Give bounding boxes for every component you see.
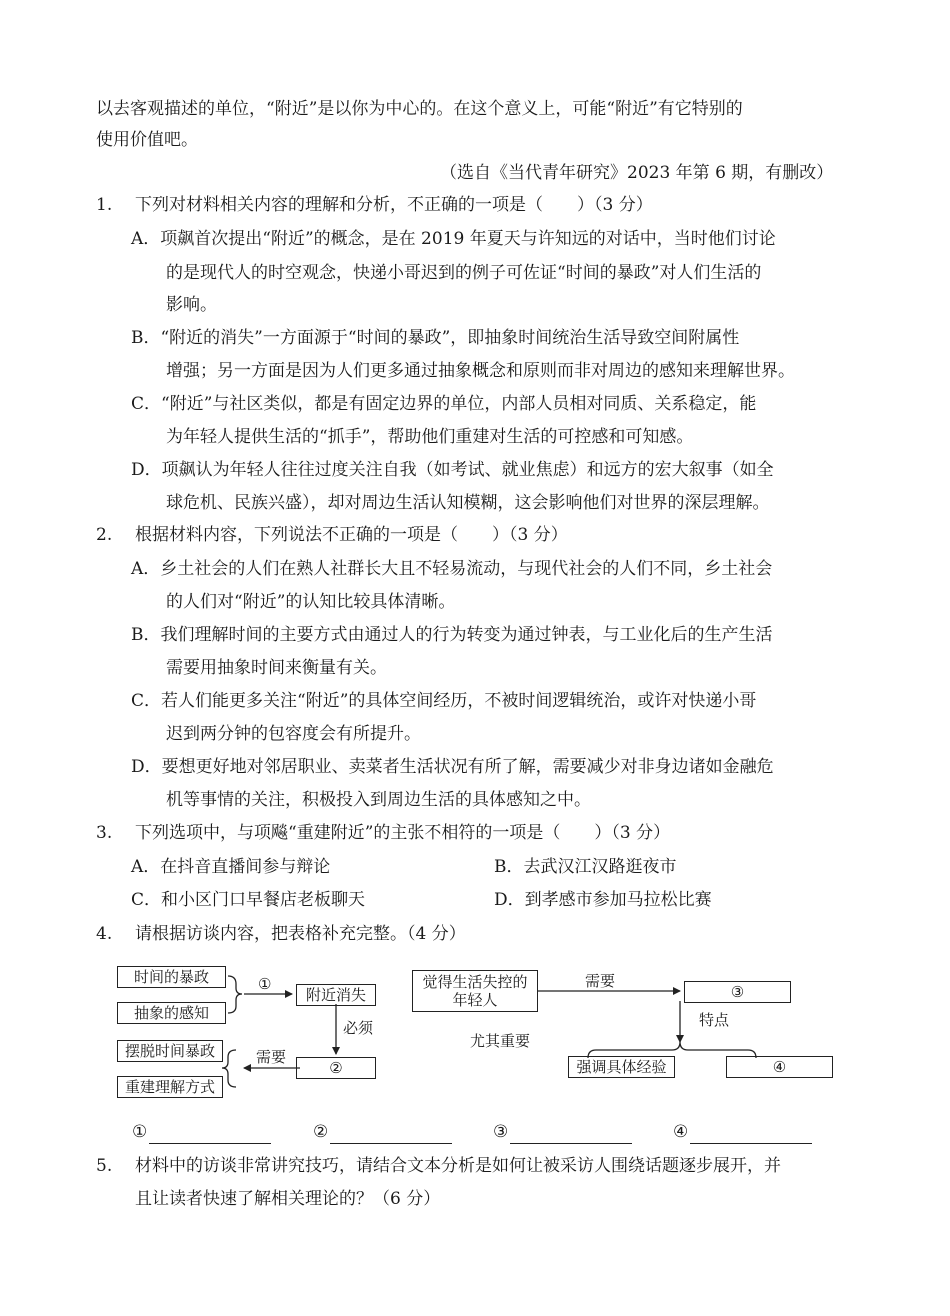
must-label: 必须 — [343, 1019, 374, 1037]
q1-option-a: A．项飙首次提出“附近”的概念，是在 2019 年夏天与许知远的对话中，当时他们讨论 — [131, 229, 776, 249]
answer-blank-2[interactable] — [313, 1120, 452, 1144]
box-rebuild-understanding: 重建理解方式 — [117, 1076, 223, 1098]
box-vicinity-vanish: 附近消失 — [296, 984, 376, 1006]
q4-stem: 请根据访谈内容，把表格补充完整。（4 分） — [135, 924, 466, 944]
q1-option-b: B．“附近的消失”一方面源于“时间的暴政”，即抽象时间统治生活导致空间附属性 — [131, 328, 740, 348]
q3-option-a: A．在抖音直播间参与辩论 — [131, 857, 331, 877]
q5-line-2: 且让读者快速了解相关理论的？（6 分） — [135, 1189, 441, 1209]
answer-blank-3-line[interactable] — [510, 1125, 632, 1144]
box-time-tyranny: 时间的暴政 — [117, 966, 226, 988]
q2-stem: 根据材料内容，下列说法不正确的一项是（ ）（3 分） — [135, 525, 568, 545]
answer-blank-2-label: ② — [313, 1122, 329, 1142]
box-youth-line1: 觉得生活失控的 — [422, 973, 528, 991]
q2-option-a: A．乡土社会的人们在熟人社群长大且不轻易流动，与现代社会的人们不同，乡土社会 — [131, 559, 773, 579]
q3-option-b: B．去武汉江汉路逛夜市 — [494, 857, 677, 877]
box-answer-4: ④ — [726, 1056, 833, 1078]
source-citation: （选自《当代青年研究》2023 年第 6 期，有删改） — [440, 163, 834, 183]
q3-option-c: C．和小区门口早餐店老板聊天 — [131, 890, 366, 910]
q1-stem: 下列对材料相关内容的理解和分析，不正确的一项是（ ）（3 分） — [135, 195, 653, 215]
q5-number: 5. — [96, 1156, 113, 1176]
q1-number: 1. — [96, 195, 113, 215]
q5-line-1: 材料中的访谈非常讲究技巧，请结合文本分析是如何让被采访人围绕话题逐步展开，并 — [135, 1156, 781, 1176]
q1-option-d: D．项飙认为年轻人往往过度关注自我（如考试、就业焦虑）和远方的宏大叙事（如全 — [131, 460, 774, 480]
especially-important-label: 尤其重要 — [470, 1032, 531, 1050]
answer-blank-2-line[interactable] — [330, 1125, 452, 1144]
q4-number: 4. — [96, 924, 113, 944]
answer-blank-1-label: ① — [132, 1122, 148, 1142]
answer-blank-3[interactable] — [493, 1120, 632, 1144]
q1-option-a-cont: 的是现代人的时空观念，快递小哥迟到的例子可佐证“时间的暴政”对人们生活的 — [166, 263, 762, 283]
box-youth — [412, 970, 538, 1012]
q1-option-c-cont: 为年轻人提供生活的“抓手”，帮助他们重建对生活的可控感和可知感。 — [166, 427, 694, 447]
q1-option-a-cont2: 影响。 — [166, 295, 217, 315]
answer-blank-1[interactable] — [132, 1120, 271, 1144]
circle-1-label: ① — [258, 975, 272, 993]
q2-option-d: D．要想更好地对邻居职业、卖菜者生活状况有所了解，需要减少对非身边诸如金融危 — [131, 757, 774, 777]
answer-blank-4-line[interactable] — [690, 1125, 812, 1144]
feature-label: 特点 — [699, 1011, 730, 1029]
q1-option-c: C．“附近”与社区类似，都是有固定边界的单位，内部人员相对同质、关系稳定，能 — [131, 394, 757, 414]
answer-blank-3-label: ③ — [493, 1122, 509, 1142]
need-right-label: 需要 — [585, 972, 616, 990]
box-emphasize-experience: 强调具体经验 — [568, 1056, 675, 1078]
box-abstract-perception: 抽象的感知 — [117, 1002, 226, 1024]
q1-option-b-cont: 增强；另一方面是因为人们更多通过抽象概念和原则而非对周边的感知来理解世界。 — [166, 361, 795, 381]
q1-option-d-cont: 球危机、民族兴盛），却对周边生活认知模糊，这会影响他们对世界的深层理解。 — [166, 493, 770, 513]
q2-option-d-cont: 机等事情的关注，积极投入到周边生活的具体感知之中。 — [166, 790, 591, 810]
q3-option-d: D．到孝感市参加马拉松比赛 — [494, 890, 712, 910]
box-youth-line2: 年轻人 — [452, 991, 498, 1009]
answer-blank-4[interactable] — [673, 1120, 812, 1144]
intro-line-2: 使用价值吧。 — [96, 130, 198, 150]
q2-option-b: B．我们理解时间的主要方式由通过人的行为转变为通过钟表，与工业化后的生产生活 — [131, 625, 773, 645]
q3-number: 3. — [96, 823, 113, 843]
box-answer-3: ③ — [684, 981, 791, 1003]
q2-option-b-cont: 需要用抽象时间来衡量有关。 — [166, 658, 387, 678]
answer-blank-4-label: ④ — [673, 1122, 689, 1142]
q2-number: 2. — [96, 525, 113, 545]
box-answer-2: ② — [296, 1057, 376, 1079]
intro-line-1: 以去客观描述的单位，“附近”是以你为中心的。在这个意义上，可能“附近”有它特别的 — [96, 99, 743, 119]
need-left-label: 需要 — [256, 1048, 287, 1066]
q3-stem: 下列选项中，与项飚“重建附近”的主张不相符的一项是（ ）（3 分） — [135, 823, 671, 843]
answer-blank-1-line[interactable] — [149, 1125, 271, 1144]
q2-option-c: C．若人们能更多关注“附近”的具体空间经历，不被时间逻辑统治，或许对快递小哥 — [131, 691, 757, 711]
q2-option-a-cont: 的人们对“附近”的认知比较具体清晰。 — [166, 592, 456, 612]
box-escape-tyranny: 摆脱时间暴政 — [117, 1040, 223, 1062]
q2-option-c-cont: 迟到两分钟的包容度会有所提升。 — [166, 724, 421, 744]
